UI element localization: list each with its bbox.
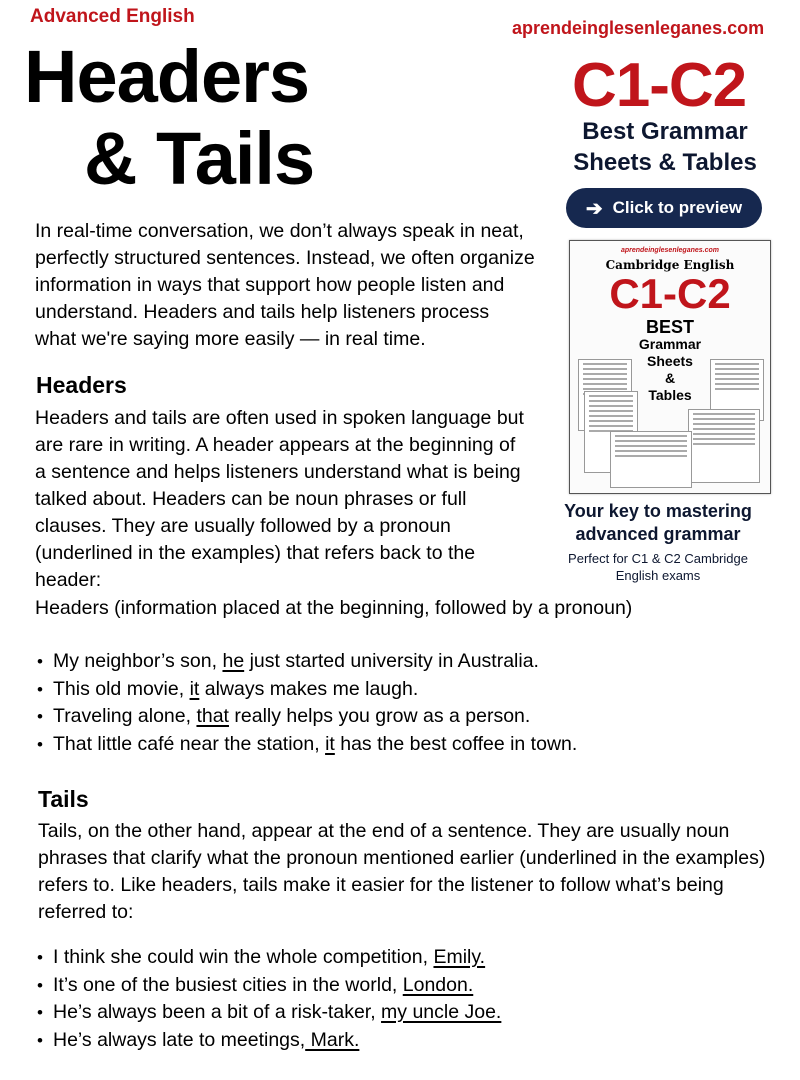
list-item: • That little café near the station, it has the best coffee in town. — [37, 731, 577, 759]
headers-examples-list — [37, 648, 577, 758]
tail-phrase: Emily. — [433, 946, 486, 968]
ad-exam-note: Perfect for C1 & C2 Cambridge English exams — [568, 551, 748, 583]
pronoun: it — [189, 677, 200, 700]
ad-tagline: Your key to mastering advanced grammar — [564, 501, 752, 544]
headers-heading: Headers — [36, 372, 127, 398]
list-item: • I think she could win the whole competition, Emily. — [37, 944, 501, 972]
list-item: • He’s always late to meetings, Mark. — [37, 1027, 501, 1055]
ad-level-title[interactable]: C1-C2 — [572, 51, 747, 120]
tails-paragraph: Tails, on the other hand, appear at the end of a sentence. They are usually noun phrases that clarify what the pronoun mentioned earlier (underlined in the examples) refers to. Like headers, tails make it easier for the listener to follow what’s being referred to: — [38, 820, 766, 923]
kicker-label: Advanced English — [30, 6, 195, 27]
list-item: • This old movie, it always makes me laugh. — [37, 676, 577, 704]
tails-examples-list — [37, 944, 501, 1054]
tails-heading: Tails — [38, 786, 89, 812]
list-item: • Traveling alone, that really helps you grow as a person. — [37, 703, 577, 731]
cover-site: aprendeinglesenleganes.com — [620, 247, 720, 254]
page-title-line2: & Tails — [84, 117, 315, 200]
sheet-thumbnail — [610, 431, 692, 488]
preview-button-label: Click to preview — [612, 198, 743, 217]
pronoun: that — [196, 705, 229, 727]
preview-button[interactable] — [566, 188, 762, 228]
pronoun: he — [222, 650, 245, 672]
headers-paragraph: Headers and tails are often used in spoken language but are rare in writing. A header appears at the beginning of a sentence and helps listeners understand what is being talked about. Headers can be noun phrases or full clauses. They are usually followed by a pronoun (underlined in the examples) that refers back to the header: — [35, 407, 524, 591]
pronoun: it — [325, 732, 335, 755]
list-item: • It’s one of the busiest cities in the world, London. — [37, 972, 501, 1000]
list-item: • He’s always been a bit of a risk-taker, my uncle Joe. — [37, 999, 501, 1027]
tail-phrase: my uncle Joe. — [381, 1001, 502, 1023]
book-cover[interactable] — [569, 240, 771, 494]
arrow-right-icon: ➔ — [585, 197, 603, 220]
cover-publisher: Cambridge English — [605, 258, 735, 272]
site-link[interactable]: aprendeinglesenleganes.com — [512, 18, 765, 38]
page-title-line1: Headers — [24, 35, 310, 118]
list-item: • My neighbor’s son, he just started university in Australia. — [37, 648, 577, 676]
sheet-thumbnail — [688, 409, 760, 483]
cover-text: BEST Grammar Sheets & Tables — [638, 317, 702, 403]
headers-note: Headers (information placed at the beginning, followed by a pronoun) — [35, 597, 633, 619]
intro-paragraph: In real-time conversation, we don’t always speak in neat, perfectly structured sentences. Instead, we often organize information in ways that support how people listen and understand. Headers and tails help listeners process what we're saying more easily — in real time. — [35, 220, 535, 350]
cover-level: C1-C2 — [609, 270, 731, 317]
ad-subtitle[interactable]: Best Grammar Sheets & Tables — [573, 118, 757, 176]
tail-phrase: Mark. — [305, 1028, 360, 1051]
tail-phrase: London. — [402, 973, 474, 996]
